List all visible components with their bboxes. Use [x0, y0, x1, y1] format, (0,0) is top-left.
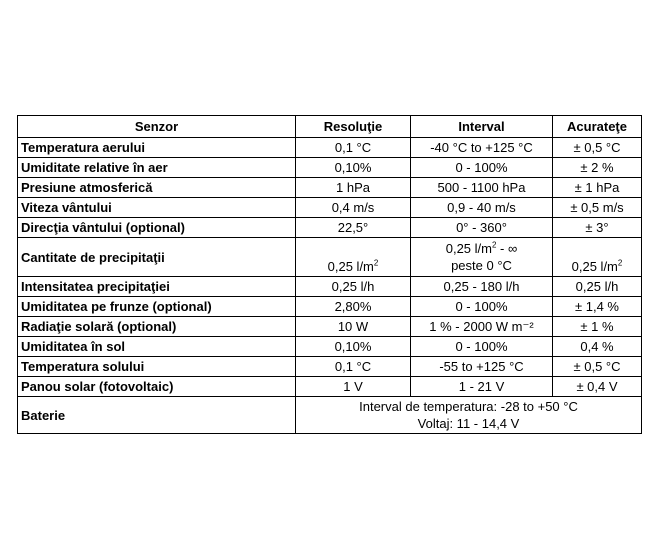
- battery-row: [18, 397, 642, 434]
- resolution-cell: 10 W: [296, 317, 411, 337]
- sensor-name: Intensitatea precipitaţiei: [18, 277, 296, 297]
- accuracy-cell: ± 0,5 m/s: [553, 198, 642, 218]
- range-cell: 1 - 21 V: [411, 377, 553, 397]
- range-line2: peste 0 °C: [451, 258, 512, 273]
- sensor-spec-table: [17, 115, 642, 434]
- accuracy-cell: ± 0,5 °C: [553, 138, 642, 158]
- range-superscript: 2: [491, 240, 497, 250]
- header-accuracy: Acurateţe: [553, 116, 642, 138]
- table-row: [18, 337, 642, 357]
- sensor-name: Temperatura aerului: [18, 138, 296, 158]
- accuracy-cell: [553, 238, 642, 277]
- sensor-name: Umiditatea pe frunze (optional): [18, 297, 296, 317]
- table-header-row: [18, 116, 642, 138]
- range-cell: 0° - 360°: [411, 218, 553, 238]
- table-row: [18, 277, 642, 297]
- range-cell: 0,25 - 180 l/h: [411, 277, 553, 297]
- sensor-name: Cantitate de precipitaţii: [18, 238, 296, 277]
- resolution-cell: 0,1 °C: [296, 357, 411, 377]
- header-range: Interval: [411, 116, 553, 138]
- accuracy-cell: 0,4 %: [553, 337, 642, 357]
- resolution-cell: 0,10%: [296, 158, 411, 178]
- range-line1-tail: - ∞: [496, 241, 518, 256]
- sensor-name: Viteza vântului: [18, 198, 296, 218]
- accuracy-cell: 0,25 l/h: [553, 277, 642, 297]
- table-row: [18, 218, 642, 238]
- accuracy-cell: ± 2 %: [553, 158, 642, 178]
- table-row: [18, 198, 642, 218]
- resolution-cell: 0,1 °C: [296, 138, 411, 158]
- table-row: [18, 317, 642, 337]
- resolution-cell: 0,4 m/s: [296, 198, 411, 218]
- accuracy-cell: ± 1,4 %: [553, 297, 642, 317]
- battery-details: [296, 397, 642, 434]
- range-cell: 0 - 100%: [411, 297, 553, 317]
- accuracy-cell: ± 1 %: [553, 317, 642, 337]
- header-sensor: Senzor: [18, 116, 296, 138]
- sensor-name: Baterie: [18, 397, 296, 434]
- battery-voltage: Voltaj: 11 - 14,4 V: [417, 416, 520, 431]
- range-cell: 0,9 - 40 m/s: [411, 198, 553, 218]
- header-resolution: Resoluţie: [296, 116, 411, 138]
- resolution-cell: 2,80%: [296, 297, 411, 317]
- range-cell: 1 % - 2000 W m⁻²: [411, 317, 553, 337]
- table-row: [18, 158, 642, 178]
- accuracy-superscript: 2: [617, 258, 623, 268]
- resolution-cell: 0,10%: [296, 337, 411, 357]
- table-row: [18, 357, 642, 377]
- table-row: [18, 377, 642, 397]
- resolution-superscript: 2: [373, 258, 379, 268]
- sensor-name: Presiune atmosferică: [18, 178, 296, 198]
- resolution-cell: 0,25 l/h: [296, 277, 411, 297]
- resolution-cell: 1 V: [296, 377, 411, 397]
- accuracy-cell: ± 3°: [553, 218, 642, 238]
- accuracy-cell: ± 0,4 V: [553, 377, 642, 397]
- sensor-name: Panou solar (fotovoltaic): [18, 377, 296, 397]
- range-cell: -55 to +125 °C: [411, 357, 553, 377]
- range-cell: 0 - 100%: [411, 158, 553, 178]
- resolution-cell: [296, 238, 411, 277]
- table-row: [18, 238, 642, 277]
- range-cell: -40 °C to +125 °C: [411, 138, 553, 158]
- resolution-cell: 1 hPa: [296, 178, 411, 198]
- accuracy-cell: ± 0,5 °C: [553, 357, 642, 377]
- sensor-name: Radiaţie solară (optional): [18, 317, 296, 337]
- accuracy-value: 0,25 l/m: [571, 259, 618, 274]
- sensor-name: Direcţia vântului (optional): [18, 218, 296, 238]
- table-row: [18, 138, 642, 158]
- sensor-name: Temperatura solului: [18, 357, 296, 377]
- range-line1: 0,25 l/m: [445, 241, 492, 256]
- table-row: [18, 297, 642, 317]
- resolution-value: 0,25 l/m: [327, 259, 374, 274]
- resolution-cell: 22,5°: [296, 218, 411, 238]
- sensor-name: Umiditate relative în aer: [18, 158, 296, 178]
- range-cell: 0 - 100%: [411, 337, 553, 357]
- range-cell: [411, 238, 553, 277]
- accuracy-cell: ± 1 hPa: [553, 178, 642, 198]
- table-row: [18, 178, 642, 198]
- range-cell: 500 - 1100 hPa: [411, 178, 553, 198]
- battery-temperature-range: Interval de temperatura: -28 to +50 °C: [359, 399, 578, 414]
- sensor-name: Umiditatea în sol: [18, 337, 296, 357]
